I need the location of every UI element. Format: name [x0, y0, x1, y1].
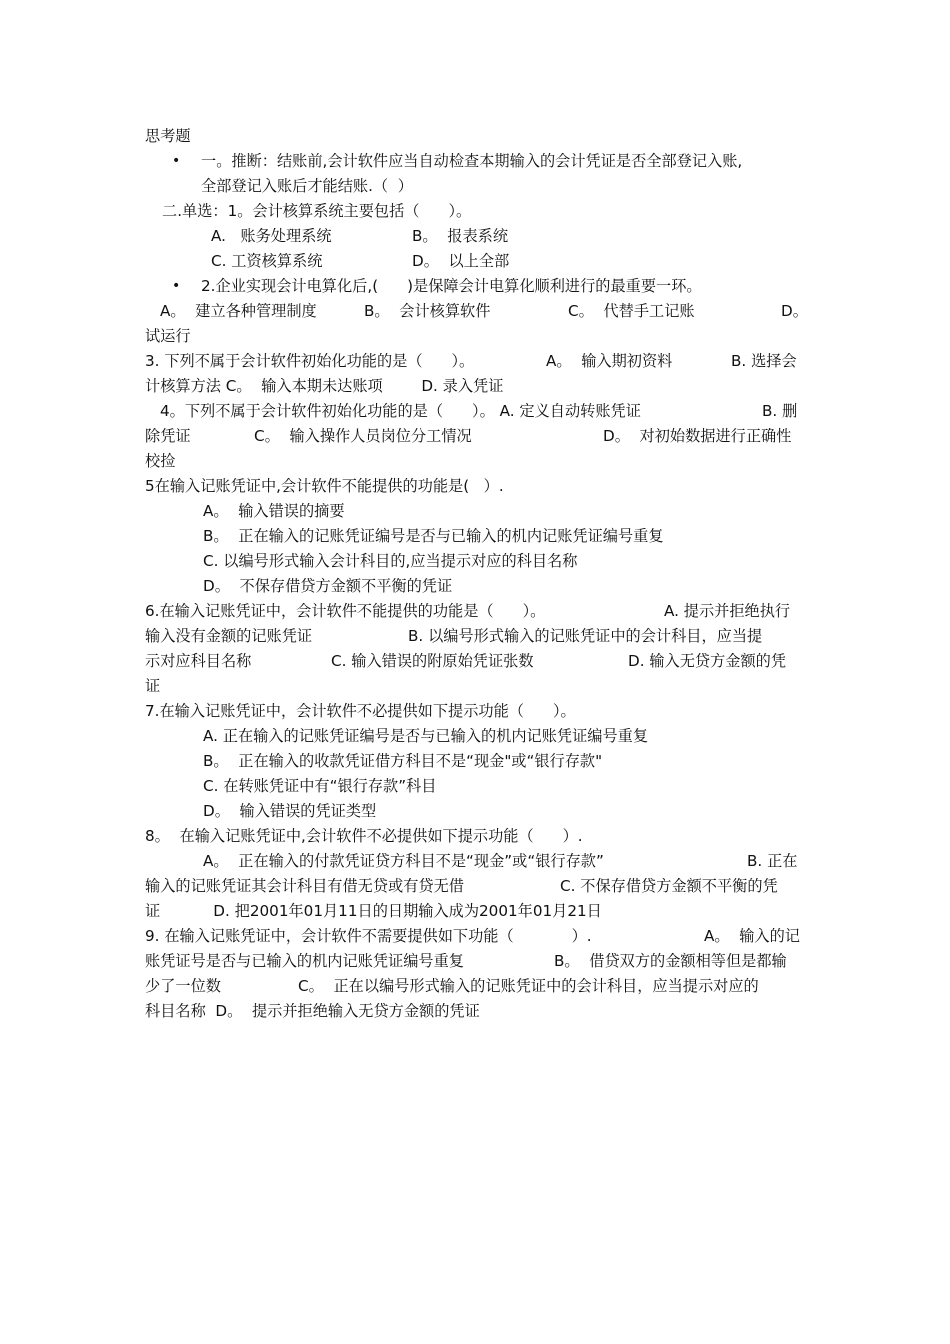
bullet-icon: •	[172, 153, 181, 169]
question-4-line1: 4。下列不属于会计软件初始化功能的是（ ）。 A. 定义自动转账凭证	[160, 402, 641, 420]
question-8-option-a: A。 正在输入的付款凭证贷方科目不是“现金”或“银行存款”	[203, 852, 604, 870]
question-9-option-c: C。 正在以编号形式输入的记账凭证中的会计科目，应当提示对应的	[298, 977, 759, 995]
question-3-option-a: A。 输入期初资料	[546, 352, 673, 370]
question-2-option-d-text: 试运行	[145, 327, 191, 345]
question-5-option-c: C. 以编号形式输入会计科目的,应当提示对应的科目名称	[203, 552, 578, 570]
question-2-option-b: B。 会计核算软件	[364, 302, 491, 320]
question-4-option-b-text: 除凭证	[145, 427, 191, 445]
question-6-option-b-text: 示对应科目名称	[145, 652, 252, 670]
question-4-option-c: C。 输入操作人员岗位分工情况	[254, 427, 472, 445]
question-6-option-a: A. 提示并拒绝执行	[664, 602, 791, 620]
question-3-line2: 计核算方法 C。 输入本期未达账项 D. 录入凭证	[145, 377, 504, 395]
question-6-line4: 证	[145, 677, 161, 695]
question-5-option-a: A。 输入错误的摘要	[203, 502, 345, 520]
judge-question-line2: 全部登记入账后才能结账.（ ）	[201, 177, 413, 195]
question-6-option-b: B. 以编号形式输入的记账凭证中的会计科目，应当提	[408, 627, 763, 645]
question-6-option-a-text: 输入没有金额的记账凭证	[145, 627, 313, 645]
question-6-stem: 6.在输入记账凭证中，会计软件不能提供的功能是（ ）。	[145, 602, 546, 620]
question-3-option-b: B. 选择会	[731, 352, 797, 370]
question-9-option-b: B。 借贷双方的金额相等但是都输	[554, 952, 787, 970]
question-7-option-d: D。 输入错误的凭证类型	[203, 802, 377, 820]
question-6-option-c: C. 输入错误的附原始凭证张数	[331, 652, 534, 670]
question-5-stem: 5在输入记账凭证中,会计软件不能提供的功能是( ）.	[145, 477, 504, 495]
question-1-option-c: C. 工资核算系统	[211, 252, 323, 270]
question-8-line4: 证 D. 把2001年01月11日的日期输入成为2001年01月21日	[145, 902, 602, 920]
question-2-option-d: D。	[781, 302, 808, 320]
question-4-option-d: D。 对初始数据进行正确性	[603, 427, 792, 445]
question-9-option-a-text: 账凭证号是否与已输入的机内记账凭证编号重复	[145, 952, 464, 970]
question-5-option-d: D。 不保存借贷方金额不平衡的凭证	[203, 577, 453, 595]
question-7-option-c: C. 在转账凭证中有“银行存款”科目	[203, 777, 437, 795]
question-9-line4: 科目名称 D。 提示并拒绝输入无贷方金额的凭证	[145, 1002, 480, 1020]
question-8-option-b: B. 正在	[747, 852, 798, 870]
question-7-stem: 7.在输入记账凭证中，会计软件不必提供如下提示功能（ ）。	[145, 702, 576, 720]
question-8-option-b-text: 输入的记账凭证其会计科目有借无贷或有贷无借	[145, 877, 464, 895]
question-2-option-c: C。 代替手工记账	[568, 302, 695, 320]
question-2-option-a: A。 建立各种管理制度	[160, 302, 317, 320]
bullet-icon: •	[172, 278, 181, 294]
question-5-option-b: B。 正在输入的记账凭证编号是否与已输入的机内记账凭证编号重复	[203, 527, 664, 545]
question-9-stem: 9. 在输入记账凭证中，会计软件不需要提供如下功能（ ）.	[145, 927, 592, 945]
question-1-option-a: A. 账务处理系统	[211, 227, 332, 245]
question-1-stem: 二.单选：1。会计核算系统主要包括（ ）。	[162, 202, 472, 220]
question-8-option-c: C. 不保存借贷方金额不平衡的凭	[560, 877, 778, 895]
question-1-option-b: B。 报表系统	[412, 227, 509, 245]
question-2-stem: 2.企业实现会计电算化后,( )是保障会计电算化顺利进行的最重要一环。	[201, 277, 702, 295]
question-7-option-a: A. 正在输入的记账凭证编号是否与已输入的机内记账凭证编号重复	[203, 727, 649, 745]
page-title: 思考题	[145, 127, 191, 145]
question-6-option-d: D. 输入无贷方金额的凭	[628, 652, 787, 670]
question-3-line1: 3. 下列不属于会计软件初始化功能的是（ ）。	[145, 352, 475, 370]
question-1-option-d: D。 以上全部	[412, 252, 510, 270]
question-4-line3: 校捡	[145, 452, 176, 470]
question-4-option-b: B. 删	[762, 402, 798, 420]
question-9-option-a: A。 输入的记	[704, 927, 800, 945]
question-9-option-b-text: 少了一位数	[145, 977, 221, 995]
question-7-option-b: B。 正在输入的收款凭证借方科目不是“现金"或“银行存款"	[203, 752, 603, 770]
question-8-stem: 8。 在输入记账凭证中,会计软件不必提供如下提示功能（ ）.	[145, 827, 583, 845]
judge-question-line1: 一。推断：结账前,会计软件应当自动检查本期输入的会计凭证是否全部登记入账,	[201, 152, 743, 170]
